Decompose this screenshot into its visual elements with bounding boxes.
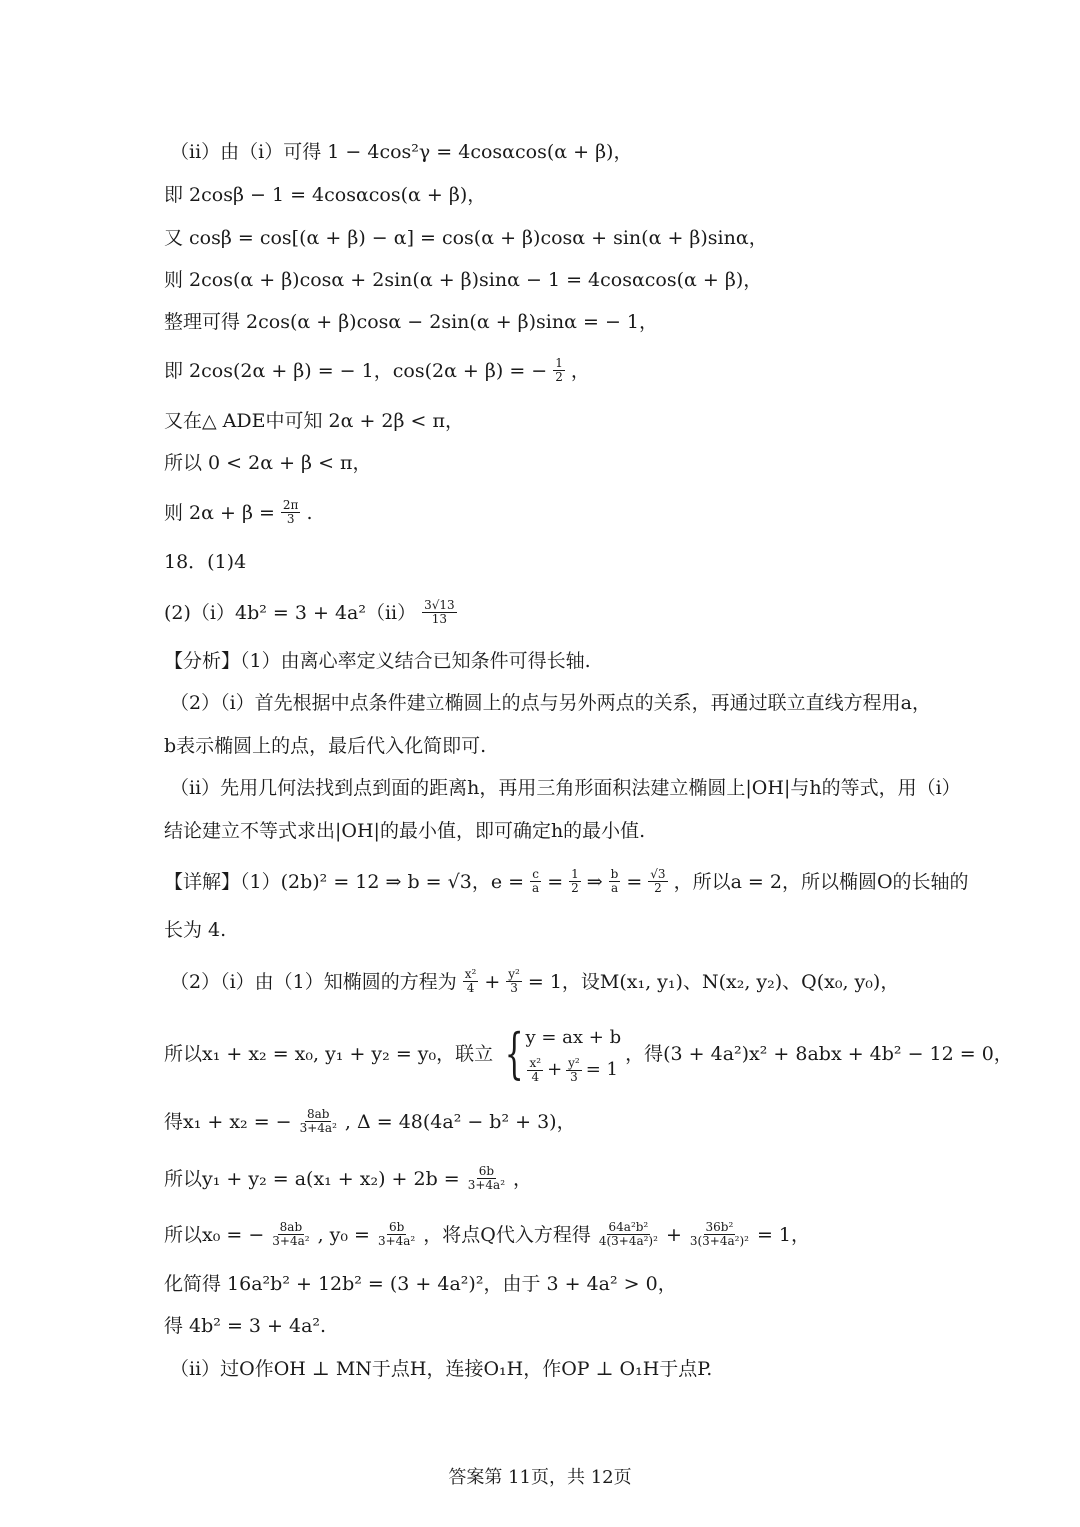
fraction: $\frac{\text{y²}}{3}$ (508, 967, 520, 995)
text-line: 得 4b² = 3 + 4a². (164, 1315, 327, 1337)
fraction: $\frac{1}{2}$ (571, 867, 579, 895)
fraction: $\frac{2\pi}{3}$ (282, 498, 299, 526)
fraction: $\frac{8ab}{\text{3+4a²}}$ (299, 1107, 337, 1135)
analysis-heading: 【分析】（1）由离心率定义结合已知条件可得长轴. (164, 650, 591, 672)
equation-system: { y = ax + b $\frac{\text{x²}}{4}$ + $\frac{\text{y²}}{3}$ = 1 (504, 1022, 622, 1085)
fraction: $\frac{8ab}{\text{3+4a²}}$ (272, 1220, 310, 1248)
text-line: 所以 0 < 2α + β < π， (164, 452, 372, 474)
text-line: 结论建立不等式求出|OH|的最小值，即可确定h的最小值. (164, 820, 646, 842)
detail-heading: 【详解】（1）(2b)² = 12 ⇒ b = √3，e = $\frac{c}{a}$ = $\frac{1}{2}$ ⇒ $\frac{b}{a}$ = $\frac{√3}{2}$ ，所以a = 2，所以椭圆O的长轴的 (164, 867, 969, 895)
fraction: $\frac{6b}{\text{3+4a²}}$ (377, 1220, 416, 1248)
fraction: $\frac{\text{64a²b²}}{\text{4(3+4a²)²}}$ (598, 1220, 658, 1248)
text-line: 长为 4. (164, 919, 227, 941)
page-footer: 答案第 11页，共 12页 (448, 1467, 632, 1488)
text-line: 所以x₀ = − $\frac{8ab}{\text{3+4a²}}$ , y₀ = $\frac{6b}{\text{3+4a²}}$ ，将点Q代入方程得 $\frac{\text{64a²b²}}{\text{4(3+4a²)²}}$ + $\frac{\text{36b²}}{\text{3(3+4a²)²}}$ = 1， (164, 1220, 811, 1248)
fraction: $\frac{6b}{\text{3+4a²}}$ (467, 1164, 506, 1192)
fraction: $\frac{b}{a}$ (610, 867, 619, 895)
fraction: $\frac{\text{x²}}{4}$ (464, 967, 477, 995)
text-line: 得x₁ + x₂ = − $\frac{8ab}{\text{3+4a²}}$ , Δ = 48(4a² − b² + 3)， (164, 1107, 576, 1135)
fraction: $\frac{\text{36b²}}{\text{3(3+4a²)²}}$ (689, 1220, 749, 1248)
question-number: 18．(1)4 (164, 551, 247, 573)
text-line: 整理可得 2cos(α + β)cosα − 2sin(α + β)sinα = − 1， (164, 311, 658, 333)
fraction: $\frac{\text{x²}}{4}$ (529, 1055, 542, 1084)
text-line: 所以x₁ + x₂ = x₀, y₁ + y₂ = y₀，联立 { y = ax + b $\frac{\text{x²}}{4}$ + $\frac{\text{y²}}{3}$ = 1 ，得(3 + 4a²)x² + 8abx + 4b² − 12 = 0， (164, 1022, 1013, 1085)
text-line: (2)（i）4b² = 3 + 4a²（ii） $\frac{3√13}{13}$ (164, 598, 455, 626)
text-line: 又 cosβ = cos[(α + β) − α] = cos(α + β)cosα + sin(α + β)sinα， (164, 227, 768, 249)
text-line: b表示椭圆上的点，最后代入化简即可. (164, 735, 487, 757)
text-line: （ii）由（i）可得 1 − 4cos²γ = 4cosαcos(α + β)， (170, 141, 633, 163)
text-line: 则 2cos(α + β)cosα + 2sin(α + β)sinα − 1 = 4cosαcos(α + β)， (164, 269, 763, 291)
text-line: 化简得 16a²b² + 12b² = (3 + 4a²)²，由于 3 + 4a² > 0， (164, 1273, 677, 1295)
text-line: 则 2α + β = $\frac{2\pi}{3}$ . (164, 498, 313, 526)
fraction: $\frac{c}{a}$ (532, 867, 540, 895)
text-line: （ii）过O作OH ⊥ MN于点H，连接O₁H，作OP ⊥ O₁H于点P. (170, 1358, 713, 1380)
fraction: $\frac{\text{y²}}{3}$ (568, 1055, 580, 1084)
fraction: $\frac{√3}{2}$ (650, 867, 666, 895)
text-line: 又在△ ADE中可知 2α + 2β < π， (164, 410, 464, 432)
text-line: （2）（i）首先根据中点条件建立椭圆上的点与另外两点的关系，再通过联立直线方程用a， (170, 692, 931, 714)
fraction: $\frac{3√13}{13}$ (424, 598, 455, 626)
text-line: （ii）先用几何法找到点到面的距离h，再用三角形面积法建立椭圆上|OH|与h的等式，用（i） (170, 777, 961, 799)
fraction: $\frac{1}{2}$ (555, 356, 563, 384)
text-line: 所以y₁ + y₂ = a(x₁ + x₂) + 2b = $\frac{6b}{\text{3+4a²}}$ ， (164, 1164, 533, 1192)
text-line: 即 2cosβ − 1 = 4cosαcos(α + β)， (164, 184, 487, 206)
text-line: 即 2cos(2α + β) = − 1，cos(2α + β) = − $\frac{1}{2}$ ， (164, 356, 590, 384)
text-line: （2）（i）由（1）知椭圆的方程为 $\frac{\text{x²}}{4}$ + $\frac{\text{y²}}{3}$ = 1，设M(x₁, y₁)、N(x₂, y₂)、Q(x₀, y₀)， (170, 967, 900, 995)
